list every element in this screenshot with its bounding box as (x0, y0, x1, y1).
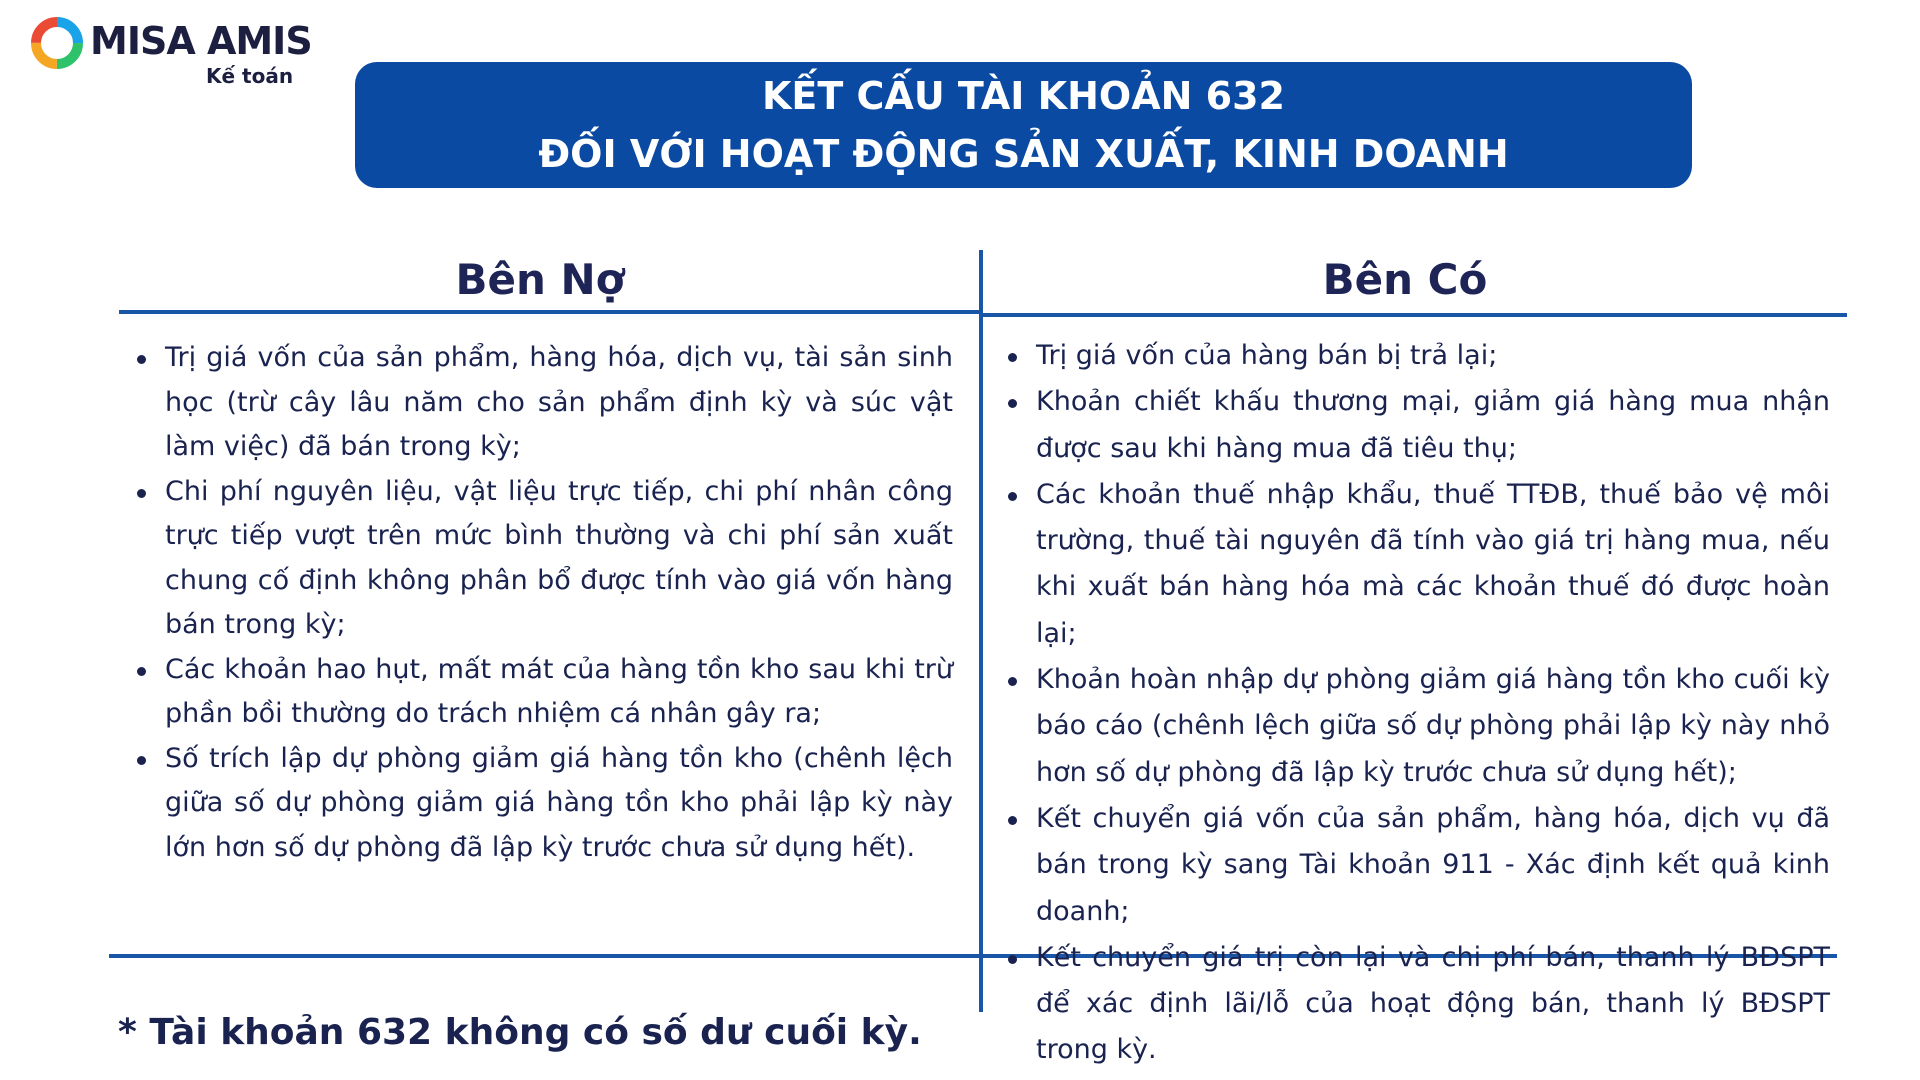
misa-amis-logo (28, 14, 312, 94)
logo-subtitle: Kế toán (206, 64, 294, 88)
credit-item: Khoản hoàn nhập dự phòng giảm giá hàng tồn kho cuối kỳ báo cáo (chênh lệch giữa số dự phòng phải lập kỳ này nhỏ hơn số dự phòng đã lập kỳ trước chưa sử dụng hết); (1004, 657, 1830, 796)
credit-item: Khoản chiết khấu thương mại, giảm giá hàng mua nhận được sau khi hàng mua đã tiêu thụ; (1004, 379, 1830, 472)
debit-side-heading: Bên Nợ (455, 255, 625, 304)
credit-item: Các khoản thuế nhập khẩu, thuế TTĐB, thuế bảo vệ môi trường, thuế tài nguyên đã tính vào giá trị hàng mua, nếu khi xuất bán hàng hóa mà các khoản thuế đó được hoàn lại; (1004, 472, 1830, 657)
credit-item: Trị giá vốn của hàng bán bị trả lại; (1004, 333, 1830, 379)
title-line-2: ĐỐI VỚI HOẠT ĐỘNG SẢN XUẤT, KINH DOANH (538, 132, 1509, 176)
debit-item: Các khoản hao hụt, mất mát của hàng tồn kho sau khi trừ phần bồi thường do trách nhiệm cá nhân gây ra; (133, 648, 953, 737)
title-line-1: KẾT CẤU TÀI KHOẢN 632 (761, 74, 1285, 118)
debit-items-list (133, 336, 953, 870)
title-banner (355, 62, 1692, 188)
misa-amis-logo-icon (28, 14, 86, 72)
logo-brand-text: MISA AMIS (90, 19, 312, 63)
debit-item: Trị giá vốn của sản phẩm, hàng hóa, dịch vụ, tài sản sinh học (trừ cây lâu năm cho sản phẩm định kỳ và súc vật làm việc) đã bán trong kỳ; (133, 336, 953, 470)
right-header-divider (983, 313, 1847, 317)
credit-items-list (1004, 333, 1830, 1074)
credit-item: Kết chuyển giá vốn của sản phẩm, hàng hóa, dịch vụ đã bán trong kỳ sang Tài khoản 911 - Xác định kết quả kinh doanh; (1004, 796, 1830, 935)
credit-side-heading: Bên Có (1322, 255, 1488, 304)
footnote: * Tài khoản 632 không có số dư cuối kỳ. (118, 1012, 922, 1053)
left-header-divider (119, 310, 981, 314)
column-divider (979, 250, 983, 1012)
debit-item: Số trích lập dự phòng giảm giá hàng tồn kho (chênh lệch giữa số dự phòng giảm giá hàng tồn kho phải lập kỳ này lớn hơn số dự phòng đã lập kỳ trước chưa sử dụng hết). (133, 737, 953, 871)
credit-item: Kết chuyển giá trị còn lại và chi phí bán, thanh lý BĐSPT để xác định lãi/lỗ của hoạt động bán, thanh lý BĐSPT trong kỳ. (1004, 935, 1830, 1074)
debit-item: Chi phí nguyên liệu, vật liệu trực tiếp, chi phí nhân công trực tiếp vượt trên mức bình thường và chi phí sản xuất chung cố định không phân bổ được tính vào giá vốn hàng bán trong kỳ; (133, 470, 953, 648)
